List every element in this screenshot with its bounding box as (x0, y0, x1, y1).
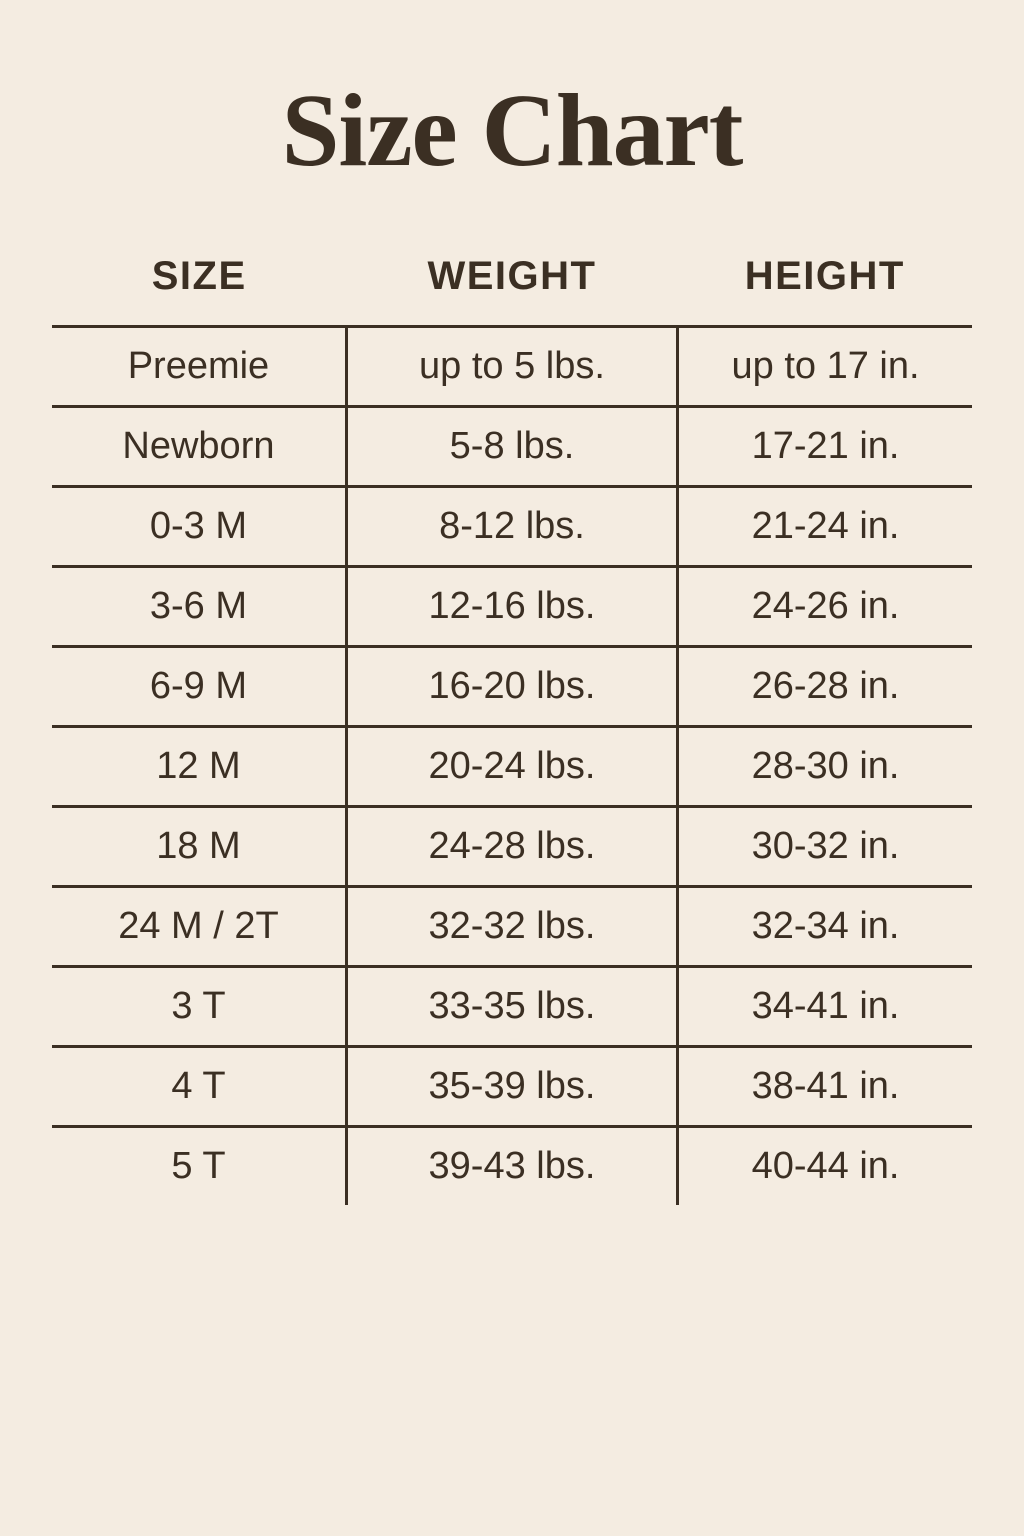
table-row (52, 807, 972, 887)
cell-height: 26-28 in. (678, 647, 972, 727)
cell-weight: 16-20 lbs. (346, 647, 677, 727)
cell-weight: 39-43 lbs. (346, 1127, 677, 1206)
cell-size: 12 M (52, 727, 346, 807)
cell-weight: 32-32 lbs. (346, 887, 677, 967)
cell-weight: 5-8 lbs. (346, 407, 677, 487)
cell-size: 3-6 M (52, 567, 346, 647)
size-chart-table-container (52, 188, 972, 1205)
cell-size: 5 T (52, 1127, 346, 1206)
cell-height: 38-41 in. (678, 1047, 972, 1127)
table-row (52, 1127, 972, 1206)
cell-size: Newborn (52, 407, 346, 487)
size-chart-table (52, 254, 972, 1205)
cell-weight: 12-16 lbs. (346, 567, 677, 647)
cell-size: 4 T (52, 1047, 346, 1127)
table-row (52, 487, 972, 567)
table-row (52, 1047, 972, 1127)
cell-height: 17-21 in. (678, 407, 972, 487)
cell-weight: 20-24 lbs. (346, 727, 677, 807)
table-row (52, 967, 972, 1047)
column-header-weight: WEIGHT (346, 254, 677, 327)
table-row (52, 727, 972, 807)
table-body (52, 327, 972, 1206)
table-header-row (52, 254, 972, 327)
cell-size: 24 M / 2T (52, 887, 346, 967)
cell-weight: up to 5 lbs. (346, 327, 677, 407)
table-row (52, 327, 972, 407)
cell-size: 3 T (52, 967, 346, 1047)
cell-weight: 8-12 lbs. (346, 487, 677, 567)
cell-height: 40-44 in. (751, 1145, 900, 1188)
table-header (52, 254, 972, 327)
table-row (52, 407, 972, 487)
cell-height: 30-32 in. (678, 807, 972, 887)
page-title: Size Chart (281, 73, 743, 188)
cell-size: 0-3 M (52, 487, 346, 567)
table-row (52, 887, 972, 967)
cell-height: 34-41 in. (678, 967, 972, 1047)
cell-height: 28-30 in. (678, 727, 972, 807)
cell-size: 6-9 M (52, 647, 346, 727)
table-row (52, 647, 972, 727)
column-header-size: SIZE (52, 254, 346, 327)
cell-height: 21-24 in. (678, 487, 972, 567)
cell-size: Preemie (52, 327, 346, 407)
cell-weight: 24-28 lbs. (346, 807, 677, 887)
cell-size: 18 M (52, 807, 346, 887)
cell-height: up to 17 in. (678, 327, 972, 407)
cell-weight: 33-35 lbs. (346, 967, 677, 1047)
cell-height: 24-26 in. (678, 567, 972, 647)
cell-weight: 35-39 lbs. (346, 1047, 677, 1127)
cell-height: 32-34 in. (678, 887, 972, 967)
column-header-height: HEIGHT (678, 254, 972, 327)
table-row (52, 567, 972, 647)
